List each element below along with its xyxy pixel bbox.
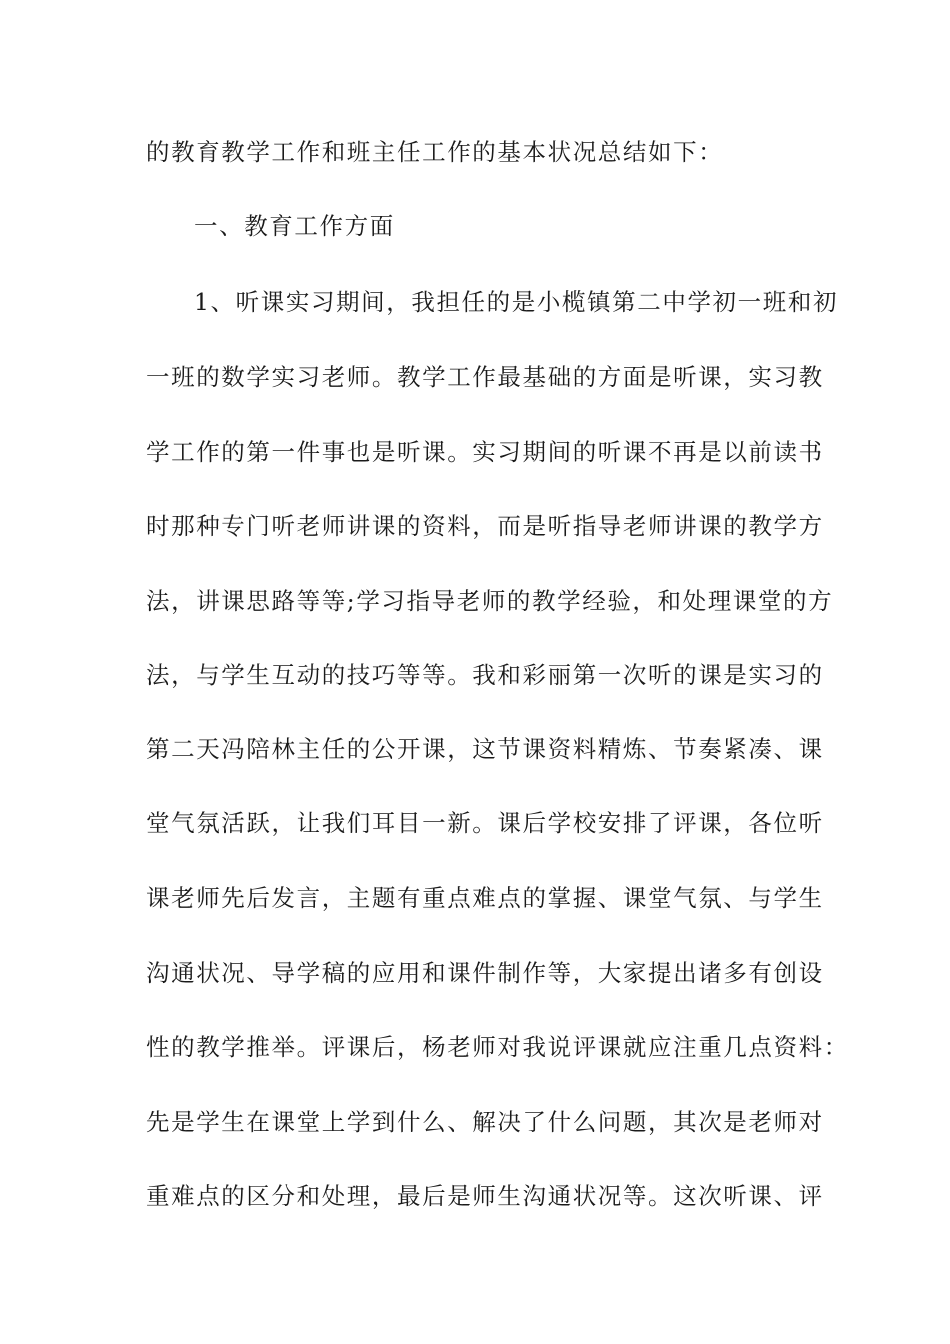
text-line-7: 法，讲课思路等等;学习指导老师的教学经验，和处理课堂的方: [146, 587, 834, 615]
text-line-1: 的教育教学工作和班主任工作的基本状况总结如下：: [146, 138, 724, 166]
text-line-9: 第二天冯陪林主任的公开课，这节课资料精炼、节奏紧凑、课: [146, 735, 824, 763]
section-heading: 一、教育工作方面: [194, 212, 395, 240]
text-line-12: 沟通状况、导学稿的应用和课件制作等，大家提出诸多有创设: [146, 959, 824, 987]
text-line-11: 课老师先后发言，主题有重点难点的掌握、课堂气氛、与学生: [146, 884, 824, 912]
text-line-14: 先是学生在课堂上学到什么、解决了什么问题，其次是老师对: [146, 1108, 824, 1136]
text-line-10: 堂气氛活跃，让我们耳目一新。课后学校安排了评课，各位听: [146, 809, 824, 837]
text-line-5: 学工作的第一件事也是听课。实习期间的听课不再是以前读书: [146, 438, 824, 466]
text-line-15: 重难点的区分和处理，最后是师生沟通状况等。这次听课、评: [146, 1182, 824, 1210]
text-line-8: 法，与学生互动的技巧等等。我和彩丽第一次听的课是实习的: [146, 661, 824, 689]
text-line-3: 1、听课实习期间，我担任的是小榄镇第二中学初一班和初: [194, 288, 839, 316]
text-line-6: 时那种专门听老师讲课的资料，而是听指导老师讲课的教学方: [146, 512, 824, 540]
text-line-4: 一班的数学实习老师。教学工作最基础的方面是听课，实习教: [146, 363, 824, 391]
text-line-13: 性的教学推举。评课后，杨老师对我说评课就应注重几点资料：: [146, 1033, 849, 1061]
